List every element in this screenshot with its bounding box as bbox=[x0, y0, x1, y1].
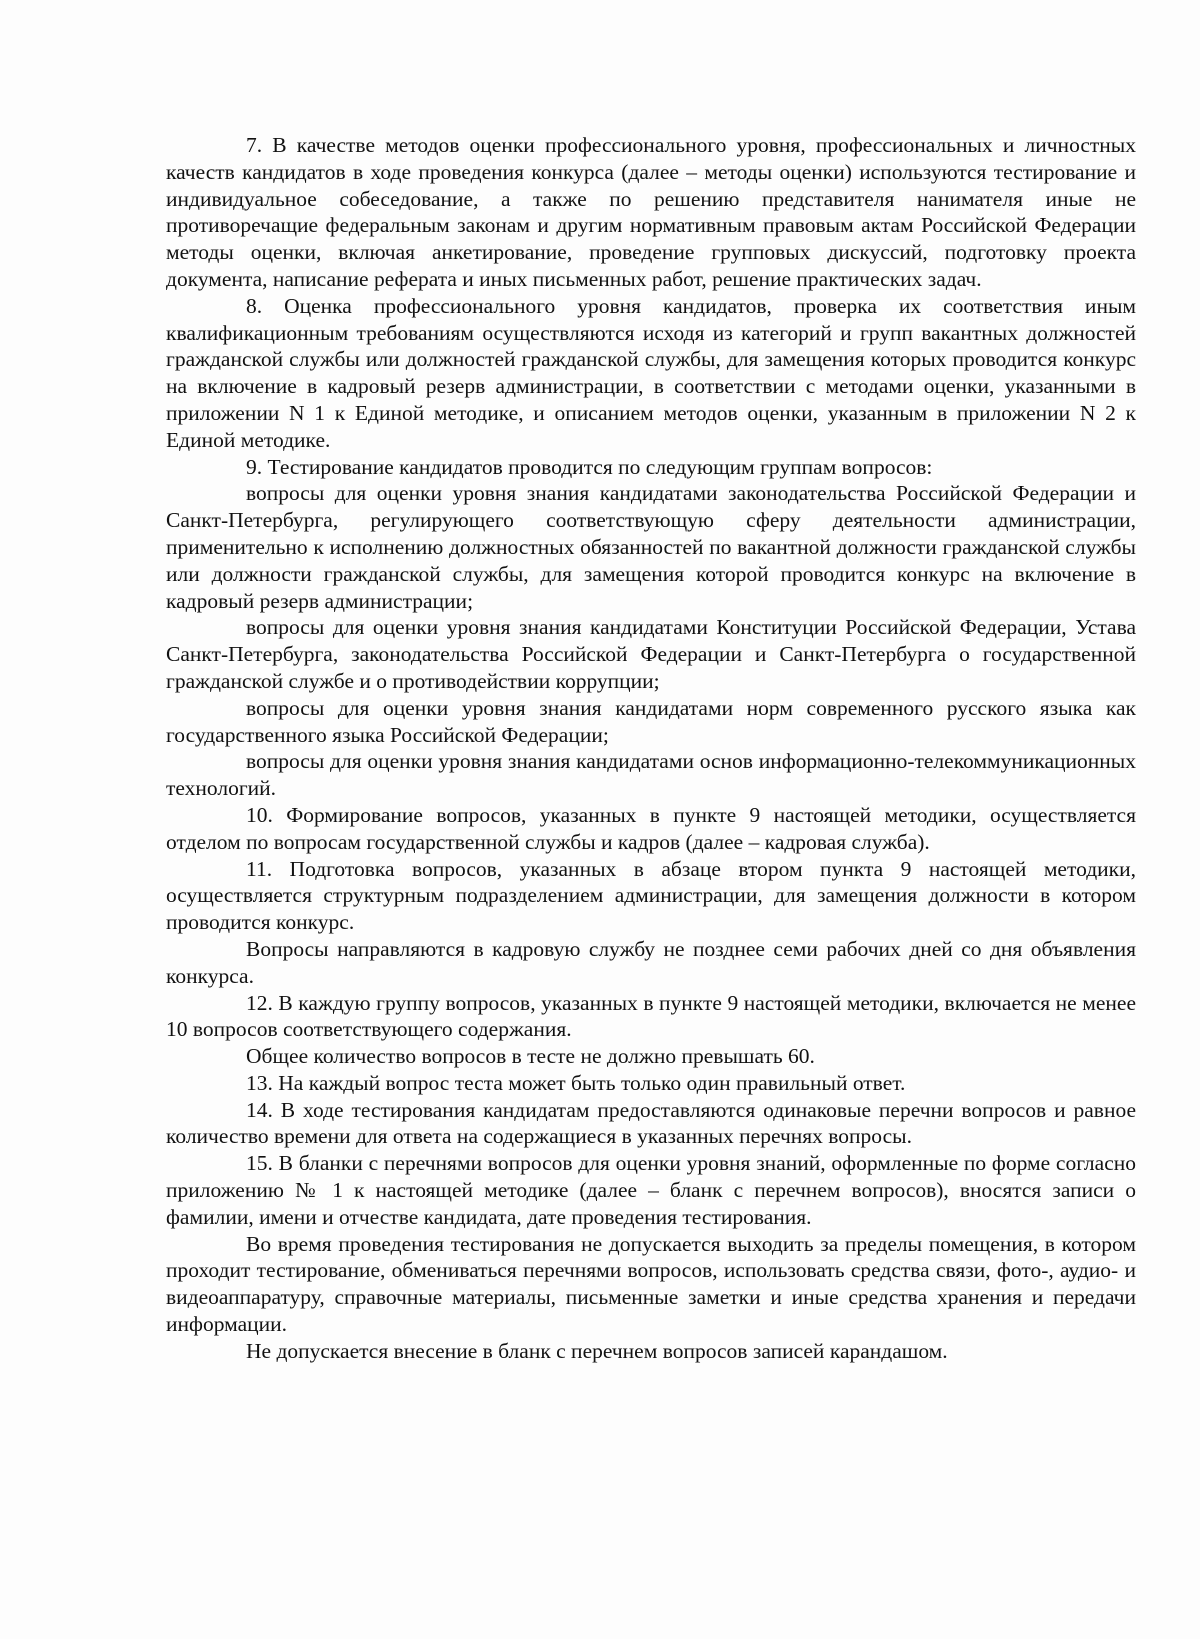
paragraph-8: 8. Оценка профессионального уровня кандидатов, проверка их соответствия иным квалификационным требованиям осуществляются исходя из категорий и групп вакантных должностей гражданской службы или должностей гражданской службы, для замещения которых проводится конкурс на включение в кадровый резерв администрации, в соответствии с методами оценки, указанными в приложении N 1 к Единой методике, и описанием методов оценки, указанным в приложении N 2 к Единой методике. bbox=[166, 293, 1136, 452]
paragraph-15: 15. В бланки с перечнями вопросов для оценки уровня знаний, оформленные по форме согласно приложению № 1 к настоящей методике (далее – бланк с перечнем вопросов), вносятся записи о фамилии, имени и отчестве кандидата, дате проведения тестирования. bbox=[166, 1151, 1136, 1229]
paragraph-9-item-4: вопросы для оценки уровня знания кандидатами основ информационно-телекоммуникационных технологий. bbox=[166, 749, 1136, 801]
document-body bbox=[166, 132, 1136, 1365]
paragraph-15-continued: Во время проведения тестирования не допускается выходить за пределы помещения, в котором проходит тестирование, обмениваться перечнями вопросов, использовать средства связи, фото-, аудио- и видеоаппаратуру, справочные материалы, письменные заметки и иные средства хранения и передачи информации. bbox=[166, 1231, 1136, 1337]
paragraph-9: 9. Тестирование кандидатов проводится по следующим группам вопросов: bbox=[246, 454, 933, 479]
paragraph-13: 13. На каждый вопрос теста может быть только один правильный ответ. bbox=[246, 1070, 906, 1095]
paragraph-9-item-1: вопросы для оценки уровня знания кандидатами законодательства Российской Федерации и Санкт-Петербурга, регулирующего соответствующую сферу деятельности администрации, применительно к исполнению должностных обязанностей по вакантной должности гражданской службы или должности гражданской службы, для замещения которой проводится конкурс на включение в кадровый резерв администрации; bbox=[166, 481, 1136, 613]
paragraph-15-final: Не допускается внесение в бланк с перечнем вопросов записей карандашом. bbox=[246, 1338, 948, 1363]
paragraph-9-item-2: вопросы для оценки уровня знания кандидатами Конституции Российской Федерации, Устава Санкт-Петербурга, законодательства Российской Федерации и Санкт-Петербурга о государственной гражданской службе и о противодействии коррупции; bbox=[166, 615, 1136, 693]
paragraph-9-item-3: вопросы для оценки уровня знания кандидатами норм современного русского языка как государственного языка Российской Федерации; bbox=[166, 695, 1136, 747]
paragraph-11: 11. Подготовка вопросов, указанных в абзаце втором пункта 9 настоящей методики, осуществляется структурным подразделением администрации, для замещения должности в котором проводится конкурс. bbox=[166, 856, 1136, 935]
paragraph-12: 12. В каждую группу вопросов, указанных в пункте 9 настоящей методики, включается не менее 10 вопросов соответствующего содержания. bbox=[166, 990, 1136, 1042]
paragraph-7: 7. В качестве методов оценки профессионального уровня, профессиональных и личностных качеств кандидатов в ходе проведения конкурса (далее – методы оценки) используются тестирование и индивидуальное собеседование, а также по решению представителя нанимателя иные не противоречащие федеральным законам и другим нормативным правовым актам Российской Федерации методы оценки, включая анкетирование, проведение групповых дискуссий, подготовку проекта документа, написание реферата и иных письменных работ, решение практических задач. bbox=[166, 133, 1136, 291]
paragraph-10: 10. Формирование вопросов, указанных в пункте 9 настоящей методики, осуществляется отделом по вопросам государственной службы и кадров (далее – кадровая служба). bbox=[166, 802, 1136, 854]
paragraph-11-continued: Вопросы направляются в кадровую службу не позднее семи рабочих дней со дня объявления конкурса. bbox=[166, 936, 1136, 988]
paragraph-12-continued: Общее количество вопросов в тесте не должно превышать 60. bbox=[246, 1044, 815, 1069]
paragraph-14: 14. В ходе тестирования кандидатам предоставляются одинаковые перечни вопросов и равное количество времени для ответа на содержащиеся в указанных перечнях вопросы. bbox=[166, 1097, 1136, 1149]
